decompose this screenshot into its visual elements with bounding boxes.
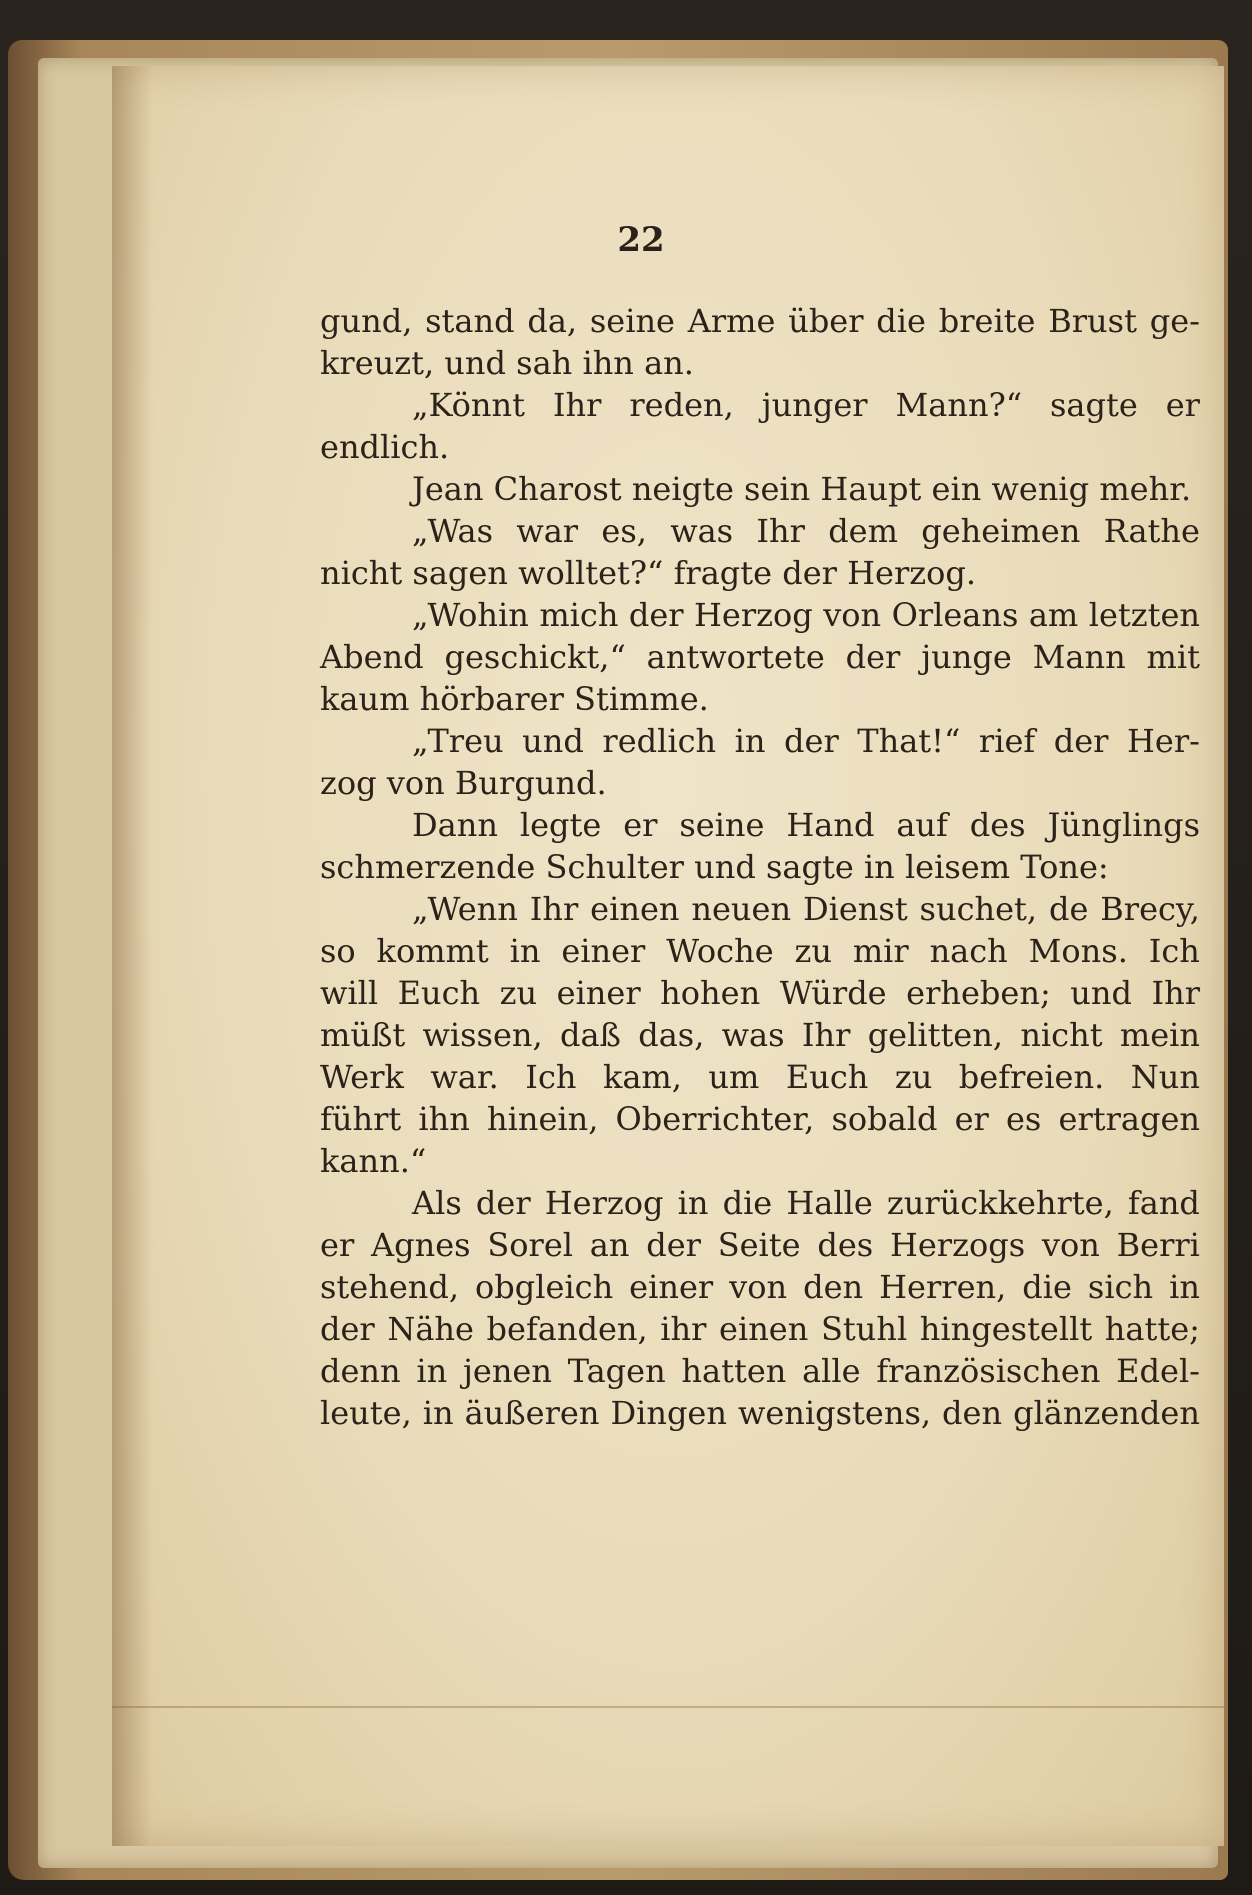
word: Halle [786,1184,873,1222]
word: den [803,1268,864,1306]
text-line [320,636,1200,678]
word: geschickt,“ [444,638,626,676]
word: mit [1146,638,1200,676]
word: sich [1087,1268,1154,1306]
word: Werk [320,1058,404,1096]
word: nicht [1020,1016,1103,1054]
word: der [1053,722,1109,760]
word: Ihr [529,890,579,928]
word: stehend, [320,1268,460,1306]
word: Ihr [801,1016,851,1054]
word: einer [561,932,646,970]
text-line [320,1308,1200,1350]
word: von [823,596,882,634]
word: auf [896,806,948,844]
word: Hand [786,806,875,844]
word: war [516,512,579,550]
word: „Treu [412,722,504,760]
word: der [320,1310,375,1348]
word: Dienst [802,890,908,928]
word: der [845,638,901,676]
word: Dann [412,806,498,844]
word: reden, [629,386,734,424]
word: Als [412,1184,462,1222]
word: Rathe [1103,512,1200,550]
word: „Was [412,512,494,550]
word: jenen [462,1352,552,1390]
word: in [509,932,541,970]
page-text [320,300,1200,1434]
text-line [320,1182,1200,1224]
word: Euch [785,1058,869,1096]
word: Oberrichter, [615,1100,815,1138]
text-line: kann.“ [320,1142,427,1180]
word: so [320,932,356,970]
page-number: 22 [617,220,665,260]
word: es [1005,1100,1042,1138]
word: hohen [660,974,761,1012]
word: Seite [717,1226,801,1264]
word: de [1048,890,1089,928]
word: sobald [831,1100,938,1138]
text-line [320,510,1200,552]
word: mein [1119,1016,1200,1054]
word: Ihr [552,386,602,424]
word: und [1070,974,1132,1012]
word: seine [679,806,765,844]
word: redlich [602,722,717,760]
text-line [320,1266,1200,1308]
word: Würde [779,974,887,1012]
word: müßt [320,1016,406,1054]
text-line: kaum hörbarer Stimme. [320,680,709,718]
word: alle [802,1352,861,1390]
word: in [416,1352,448,1390]
word: Nähe [387,1310,474,1348]
word: von [1041,1226,1100,1264]
word: des [817,1226,874,1264]
text-line [320,1392,1200,1434]
word: dem [828,512,898,550]
text-line [320,1224,1200,1266]
word: er [1165,386,1200,424]
word: war. [430,1058,499,1096]
word: Agnes [371,1226,471,1264]
word: „Könnt [412,386,525,424]
word: Ich [525,1058,577,1096]
text-line [320,1056,1200,1098]
word: befreien. [958,1058,1105,1096]
word: ertragen [1058,1100,1200,1138]
word: „Wenn [412,890,518,928]
word: über [788,302,864,340]
word: gund, [320,302,413,340]
word: junger [761,386,868,424]
word: er [954,1100,989,1138]
word: Ihr [1151,974,1200,1012]
word: rief [978,722,1036,760]
text-line: endlich. [320,428,450,466]
word: ge- [1149,302,1200,340]
word: stand [425,302,515,340]
word: er [320,1226,355,1264]
word: wenigstens, [737,1394,932,1432]
word: der [646,1226,701,1264]
word: am [1028,596,1079,634]
word: seine [589,302,675,340]
word: letzten [1088,596,1200,634]
word: die [876,302,926,340]
word: kommt [376,932,489,970]
word: Ihr [756,512,805,550]
word: neuen [691,890,792,928]
word: der [475,1184,531,1222]
word: den [942,1394,1003,1432]
word: von [729,1268,788,1306]
word: will [320,974,379,1012]
word: einer [556,974,641,1012]
word: einen [719,1310,809,1348]
text-line [320,930,1200,972]
word: Tagen [567,1352,666,1390]
word: Abend [320,638,424,676]
text-line: Jean Charost neigte sein Haupt ein wenig mehr. [412,470,1192,508]
word: glänzenden [1013,1394,1200,1432]
text-line [320,300,1200,342]
word: fand [1127,1184,1200,1222]
word: Herzog [544,1184,664,1222]
word: des [969,806,1026,844]
word: geheimen [921,512,1081,550]
word: ihn [418,1100,470,1138]
word: Brecy, [1100,890,1200,928]
word: der [784,722,839,760]
word: Mann?“ [895,386,1023,424]
word: suchet, [919,890,1038,928]
text-line: zog von Burgund. [320,764,607,802]
word: da, [527,302,578,340]
word: in [422,1394,454,1432]
word: ihr [660,1310,707,1348]
word: die [1022,1268,1072,1306]
text-line [320,1098,1200,1140]
text-line [320,594,1200,636]
word: Ich [1148,932,1200,970]
word: kam, [602,1058,682,1096]
word: er [623,806,658,844]
word: Her- [1127,722,1200,760]
word: Nun [1130,1058,1200,1096]
word: und [522,722,584,760]
word: was [670,512,734,550]
word: denn [320,1352,401,1390]
word: That!“ [857,722,961,760]
word: hatte; [1104,1310,1200,1348]
word: Euch [397,974,481,1012]
word: wissen, [422,1016,543,1054]
word: der [628,596,684,634]
word: zu [794,932,832,970]
word: mich [539,596,619,634]
word: Berri [1116,1226,1200,1264]
word: „Wohin [412,596,529,634]
word: breite [938,302,1036,340]
word: nach [929,932,1008,970]
word: Edel- [1116,1352,1200,1390]
gutter-shadow [112,66,152,1846]
word: junge [921,638,1012,676]
word: leute, [320,1394,412,1432]
word: Arme [687,302,776,340]
word: Woche [666,932,774,970]
text-line: schmerzende Schulter und sagte in leisem Tone: [320,848,1109,886]
word: Jünglings [1047,806,1200,844]
word: Herzog [694,596,813,634]
word: antwortete [646,638,825,676]
word: hingestellt [919,1310,1093,1348]
word: obgleich [475,1268,614,1306]
word: in [1169,1268,1200,1306]
word: hinein, [486,1100,599,1138]
word: es, [601,512,647,550]
word: Stuhl [820,1310,908,1348]
word: was [721,1016,785,1054]
word: die [722,1184,773,1222]
word: Mons. [1028,932,1128,970]
word: führt [320,1100,402,1138]
text-line [320,384,1200,426]
word: sagte [1050,386,1138,424]
word: in [677,1184,709,1222]
word: Herzogs [889,1226,1026,1264]
word: Herren, [879,1268,1007,1306]
word: legte [519,806,602,844]
word: an [589,1226,630,1264]
word: Brust [1048,302,1137,340]
word: gelitten, [867,1016,1004,1054]
text-line [320,888,1200,930]
word: Mann [1032,638,1126,676]
word: französischen [876,1352,1101,1390]
word: mir [852,932,909,970]
text-line [320,1014,1200,1056]
word: zurückkehrte, [886,1184,1114,1222]
text-line [320,804,1200,846]
word: in [734,722,766,760]
word: äußeren [464,1394,600,1432]
word: hatten [681,1352,787,1390]
text-line [320,720,1200,762]
word: das, [638,1016,705,1054]
word: einen [590,890,680,928]
word: Dingen [610,1394,727,1432]
word: einer [629,1268,714,1306]
text-line: nicht sagen wolltet?“ fragte der Herzog. [320,554,977,592]
word: um [708,1058,760,1096]
word: erheben; [906,974,1051,1012]
word: Sorel [487,1226,573,1264]
text-line [320,972,1200,1014]
word: zu [894,1058,933,1096]
word: befanden, [486,1310,648,1348]
text-line [320,1350,1200,1392]
word: Orleans [891,596,1019,634]
word: zu [499,974,538,1012]
text-line: kreuzt, und sah ihn an. [320,344,694,382]
word: daß [559,1016,621,1054]
